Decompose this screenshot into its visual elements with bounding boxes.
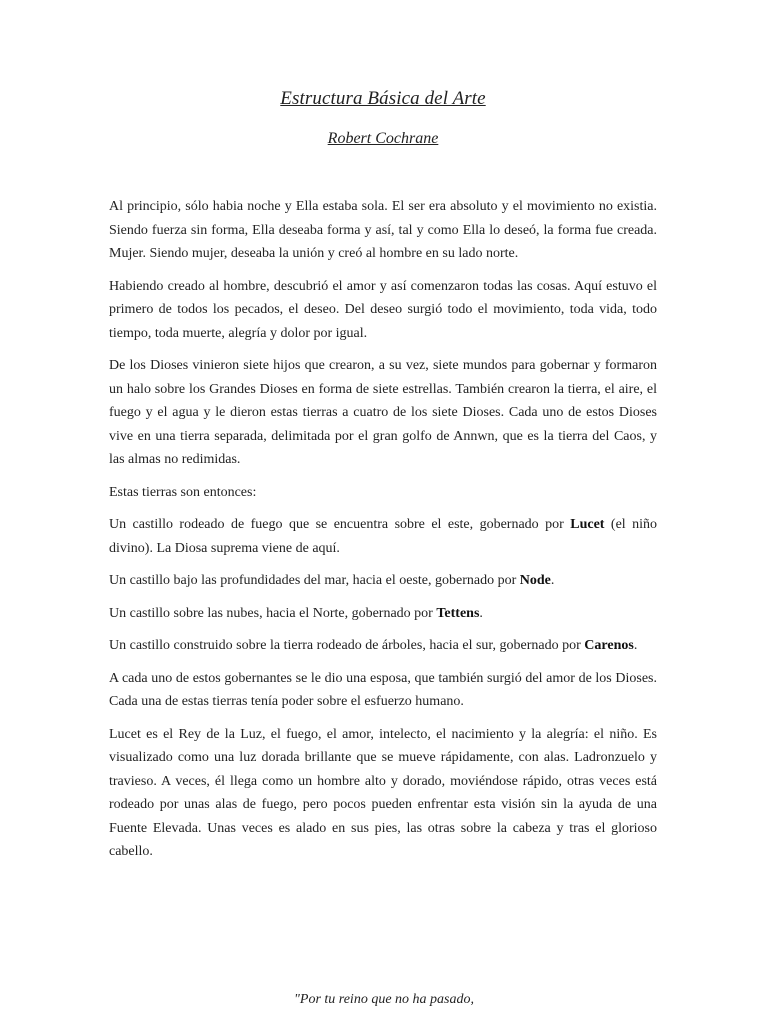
- paragraph-text: Un castillo construido sobre la tierra rodeado de árboles, hacia el sur, gobernado por: [109, 638, 585, 653]
- paragraph: [109, 481, 657, 505]
- paragraph: [109, 275, 657, 346]
- paragraph: [109, 723, 657, 864]
- paragraph-text: .: [550, 573, 555, 588]
- paragraph-text: Estas tierras son entonces:: [109, 484, 257, 500]
- ruler-name: Lucet: [570, 517, 605, 532]
- paragraph: [109, 602, 657, 626]
- ruler-name: Node: [519, 573, 551, 588]
- document-title: Estructura Básica del Arte: [280, 88, 486, 109]
- paragraph-text: (el niño divino). La Diosa suprema viene de aquí.: [109, 517, 658, 556]
- paragraph: [109, 569, 657, 593]
- document-author: Robert Cochrane: [327, 130, 439, 147]
- verse-quote: "Por tu reino que no ha pasado,: [294, 992, 474, 1007]
- ruler-name: Carenos: [584, 638, 634, 653]
- paragraph: [109, 354, 657, 472]
- paragraph: [109, 667, 657, 714]
- paragraph-text: Un castillo rodeado de fuego que se encuentra sobre el este, gobernado por: [109, 517, 571, 532]
- document-page: [0, 87, 768, 1024]
- ruler-name: Tettens: [436, 605, 480, 621]
- paragraph-text: De los Dioses vinieron siete hijos que crearon, a su vez, siete mundos para gobernar y formaron un halo sobre los Grandes Dioses en forma de siete estrellas. También crearon la tierra, el aire, el fuego y el agua y le dieron estas tierras a cuatro de los siete Dioses. Cada uno de estos Dioses vive en una tierra separada, delimitada por el gran golfo de Annwn, que es la tierra del Caos, y las almas no redimidas.: [109, 358, 657, 467]
- document-body: [109, 195, 657, 864]
- paragraph-text: Un castillo bajo las profundidades del mar, hacia el oeste, gobernado por: [109, 573, 520, 588]
- paragraph: [109, 634, 657, 658]
- paragraph-text: Al principio, sólo habia noche y Ella estaba sola. El ser era absoluto y el movimiento no existia. Siendo fuerza sin forma, Ella deseaba forma y así, tal y como Ella lo deseó, la forma fue creada. Mujer. Siendo mujer, deseaba la unión y creó al hombre en su lado norte.: [109, 199, 657, 261]
- paragraph-text: A cada uno de estos gobernantes se le dio una esposa, que también surgió del amor de los Dioses. Cada una de estas tierras tenía poder sobre el esfuerzo humano.: [109, 670, 657, 709]
- paragraph-text: .: [633, 638, 638, 653]
- paragraph-text: Habiendo creado al hombre, descubrió el amor y así comenzaron todas las cosas. Aquí estuvo el primero de todos los pecados, el deseo. Del deseo surgió todo el movimiento, toda vida, todo tiempo, toda muerte, alegría y dolor por igual.: [109, 278, 657, 341]
- paragraph-text: Lucet es el Rey de la Luz, el fuego, el amor, intelecto, el nacimiento y la alegría: el niño. Es visualizado como una luz dorada brillante que se mueve rápidamente, con alas. Ladronzuelo y travieso. A veces, él llega como un hombre alto y dorado, moviéndose rápido, otras veces está rodeado por unas alas de fuego, pero pocos pueden enfrentar esta visión sin la ayuda de una Fuente Elevada. Unas veces es alado en sus pies, las otras sobre la cabeza y tras el glorioso cabello.: [109, 726, 657, 859]
- paragraph: [109, 195, 657, 266]
- paragraph: [109, 513, 657, 560]
- paragraph-text: .: [479, 605, 483, 621]
- paragraph-text: Un castillo sobre las nubes, hacia el Norte, gobernado por: [109, 605, 437, 621]
